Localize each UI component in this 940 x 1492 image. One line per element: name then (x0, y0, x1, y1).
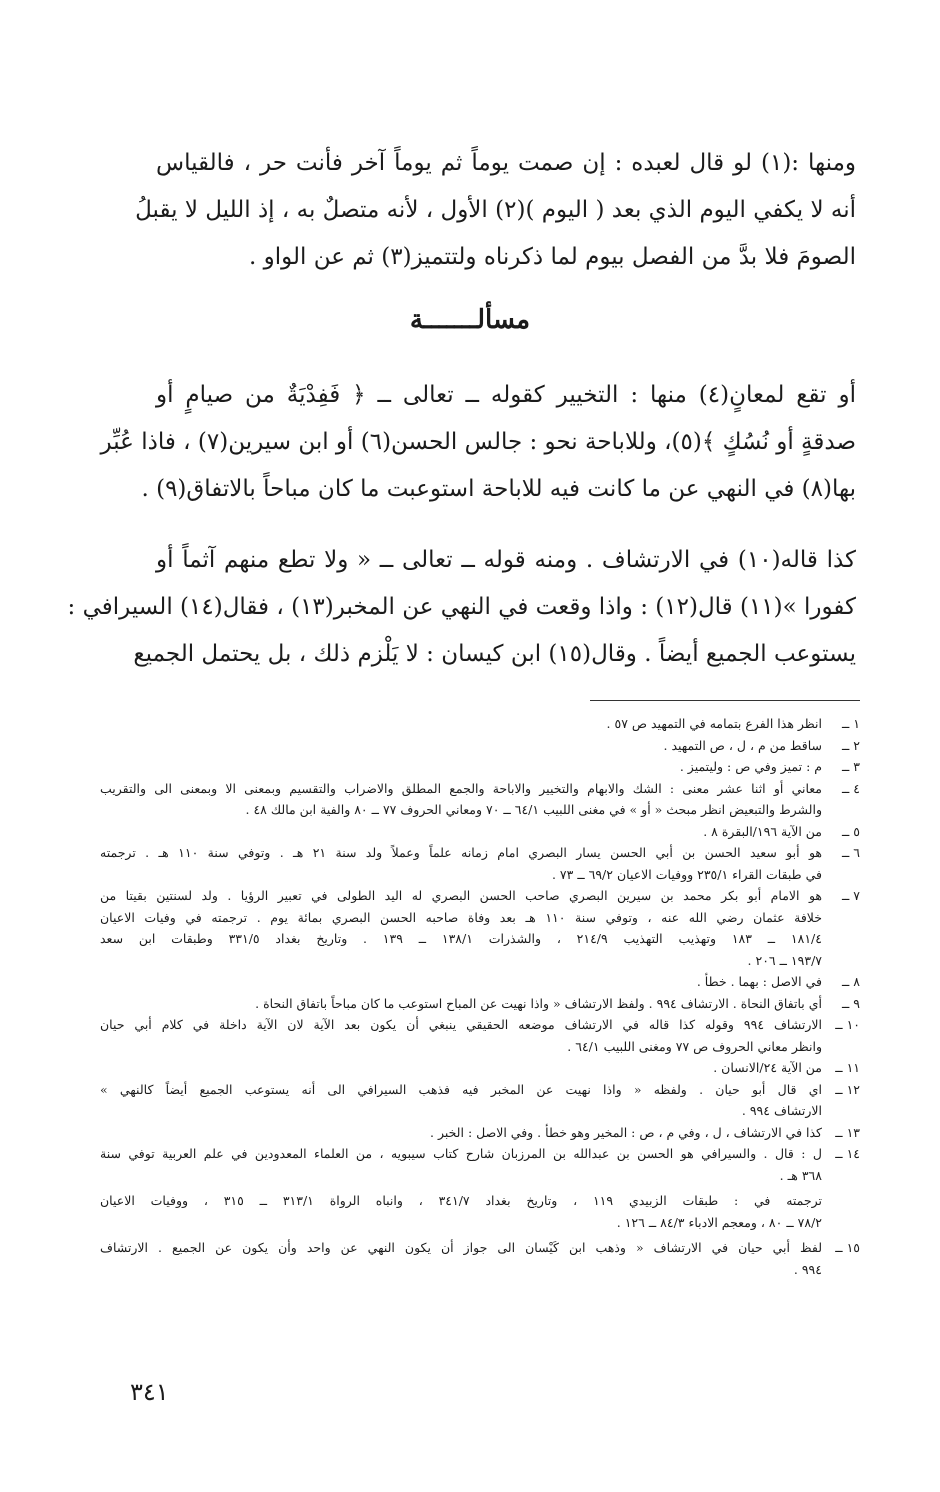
footnote-line: ساقط من م ، ل ، ص التمهيد . (663, 737, 822, 753)
footnote-line: خلافة عثمان رضي الله عنه ، وتوفي سنة ١١٠ هـ بعد وفاة صاحبه الحسن البصري بمائة يوم . ترجمته في وفيات الاعيان (100, 909, 822, 925)
page-number: ٣٤١ (130, 1378, 169, 1406)
footnote-line: لفظ أبي حيان في الارتشاف « وذهب ابن كَيْسان الى جواز أن يكون النهي عن واحد وأن يكون عن الجميع . الارتشاف (100, 1240, 822, 1255)
footnote-number: ٨ ــ (841, 974, 860, 989)
footnote-number: ١٢ ــ (835, 1081, 860, 1097)
footnote-line: كذا في الارتشاف ، ل ، وفي م ، ص : المخير وهو خطأ . وفي الاصل : الخبر . (430, 1124, 822, 1140)
footnote-line: ٩٩٤ . (793, 1261, 822, 1277)
footnote-line: في الاصل : بهما . خطأ . (696, 974, 822, 989)
footnote-number: ٥ ــ (841, 823, 860, 839)
text-line: كفورا »(١١) قال(١٢) : واذا وقعت في النهي عن المخبر(١٣) ، فقال(١٤) السيرافي : (67, 594, 856, 620)
footnote-line: ١٨١/٤ ــ ١٨٣ وتهذيب التهذيب ٢١٤/٩ ، والشذرات ١٣٨/١ ــ ١٣٩ . وتاريخ بغداد ٣٣١/٥ وطبقات ابن سعد (100, 931, 822, 946)
footnote-number: ٧ ــ (841, 888, 860, 903)
footnote (100, 971, 860, 993)
footnote (100, 756, 860, 778)
text-line: ومنها :(١) لو قال لعبده : إن صمت يوماً ثم يوماً آخر فأنت حر ، فالقياس (156, 150, 856, 176)
footnote-line: ترجمته في : طبقات الزبيدي ١١٩ ، وتاريخ بغداد ٣٤١/٧ ، وانباه الرواة ٣١٣/١ ــ ٣١٥ ، ووفيات الاعيان (100, 1193, 823, 1208)
footnote (100, 993, 860, 1015)
footnote (100, 1014, 860, 1057)
footnote-line: ٣٦٨ هـ . (779, 1167, 822, 1183)
text-line: أنه لا يكفي اليوم الذي بعد ( اليوم )(٢) الأول ، لأنه متصلٌ به ، إذ الليل لا يقبلُ (135, 197, 856, 223)
footnote (100, 713, 860, 735)
text-line: الصومَ فلا بدَّ من الفصل بيوم لما ذكرناه ولتتميز(٣) ثم عن الواو . (249, 244, 856, 270)
footnote-line: في طبقات القراء ٢٣٥/١ ووفيات الاعيان ٦٩/٢ ــ ٧٣ . (551, 866, 822, 882)
footnote-line: من الآية ٢٤/الانسان . (713, 1060, 822, 1075)
footnote-line: ل : قال . والسيرافي هو الحسن بن عبدالله بن المرزبان شارح كتاب سيبويه ، من العلماء المعدودين في علم العربية توفي سنة (100, 1146, 822, 1161)
footnote-line: انظر هذا الفرع بتمامه في التمهيد ص ٥٧ . (606, 716, 822, 731)
paragraph-1 (135, 140, 856, 281)
text-line: أو تقع لمعانٍ(٤) منها : التخيير كقوله ــ تعالى ــ ﴿ فَفِدْيَةٌ من صيامٍ أو (156, 382, 856, 408)
paragraph-2 (100, 372, 856, 513)
footnote-line: وانظر معاني الحروف ص ٧٧ ومغنى اللبيب ٦٤/١ . (567, 1038, 822, 1054)
text-line: بها(٨) في النهي عن ما كانت فيه للاباحة استوعبت ما كان مباحاً بالاتفاق(٩) . (141, 476, 856, 502)
footnote (100, 735, 860, 757)
footnote-line: ١٩٣/٧ ــ ٢٠٦ . (747, 952, 822, 968)
footnote (100, 1122, 860, 1144)
footnote-number: ١٥ ــ (835, 1240, 860, 1255)
footnote (100, 1057, 860, 1079)
footnote-line: هو الامام أبو بكر محمد بن سيرين البصري صاحب الحسن البصري له اليد الطولى في تعبير الرؤيا . ولد لسنتين بقيتا من (100, 888, 822, 903)
footnote-divider (590, 700, 860, 701)
text-line: صدقةٍ أو نُسُكٍ ﴾(٥)، وللاباحة نحو : جالس الحسن(٦) أو ابن سيرين(٧) ، فاذا عُبِّر (100, 429, 856, 455)
footnote-number: ٤ ــ (841, 780, 860, 796)
footnote (100, 885, 860, 971)
footnote-number: ١١ ــ (835, 1060, 860, 1075)
footnote-line: من الآية ١٩٦/البقرة ٨ . (703, 823, 822, 839)
paragraph-3 (67, 537, 856, 678)
footnote-line: الارتشاف ٩٩٤ وقوله كذا قاله في الارتشاف موضعه الحقيقي ينبغي أن يكون بعد الآية لان الآية داخلة في كلام أبي حيان (100, 1017, 822, 1032)
footnote-line: أي باتفاق النحاة . الارتشاف ٩٩٤ . ولفظ الارتشاف « واذا نهيت عن المباح استوعب ما كان مباحاً باتفاق النحاة . (255, 995, 822, 1011)
footnote (100, 1237, 860, 1280)
section-heading: مسألـــــــة (409, 305, 531, 335)
footnote-number: ١٣ ــ (835, 1124, 860, 1140)
footnote (100, 1143, 860, 1186)
footnote-continuation (100, 1190, 860, 1233)
footnote-number: ٦ ــ (841, 845, 860, 860)
footnote (100, 1079, 860, 1122)
footnote-line: ٧٨/٢ ــ ٨٠ ، ومعجم الادباء ٨٤/٣ ــ ١٢٦ . (616, 1214, 822, 1230)
footnote-line: م : تميز وفي ص : وليتميز . (679, 759, 822, 774)
text-line: يستوعب الجميع أيضاً . وقال(١٥) ابن كيسان : لا يَلْزم ذلك ، بل يحتمل الجميع (133, 641, 856, 667)
footnote-number: ١٠ ــ (835, 1017, 860, 1032)
footnote-line: معاني أو اثنا عشر معنى : الشك والابهام والتخيير والاباحة والجمع المطلق والاضراب والتقسيم وبمعنى الا وبمعنى الى والتقريب (100, 780, 822, 796)
footnote-number: ٣ ــ (841, 759, 860, 774)
footnote (100, 821, 860, 843)
text-line: كذا قاله(١٠) في الارتشاف . ومنه قوله ــ تعالى ــ « ولا تطع منهم آثماً أو (156, 547, 856, 573)
footnote-number: ٩ ــ (841, 995, 860, 1011)
footnote-number: ١٤ ــ (835, 1146, 860, 1161)
footnote-number: ٢ ــ (841, 737, 860, 753)
footnote-number: ١ ــ (841, 716, 860, 731)
footnote (100, 778, 860, 821)
footnote-line: هو أبو سعيد الحسن بن أبي الحسن يسار البصري امام زمانه علماً وعملاً ولد سنة ٢١ هـ . وتوفي سنة ١١٠ هـ . ترجمته (100, 845, 822, 860)
footnote-line: اي قال أبو حيان . ولفظه « واذا نهيت عن المخبر فيه فذهب السيرافي الى أنه يستوعب الجميع أيضاً كالنهي » (100, 1081, 822, 1097)
footnote (100, 842, 860, 885)
footnote-line: الارتشاف ٩٩٤ . (741, 1103, 822, 1118)
footnotes (100, 713, 860, 1280)
footnote-line: والشرط والتبعيض انظر مبحث « أو » في مغنى اللبيب ٦٤/١ ــ ٧٠ ومعاني الحروف ٧٧ ــ ٨٠ والفية ابن مالك ٤٨ . (245, 802, 822, 817)
